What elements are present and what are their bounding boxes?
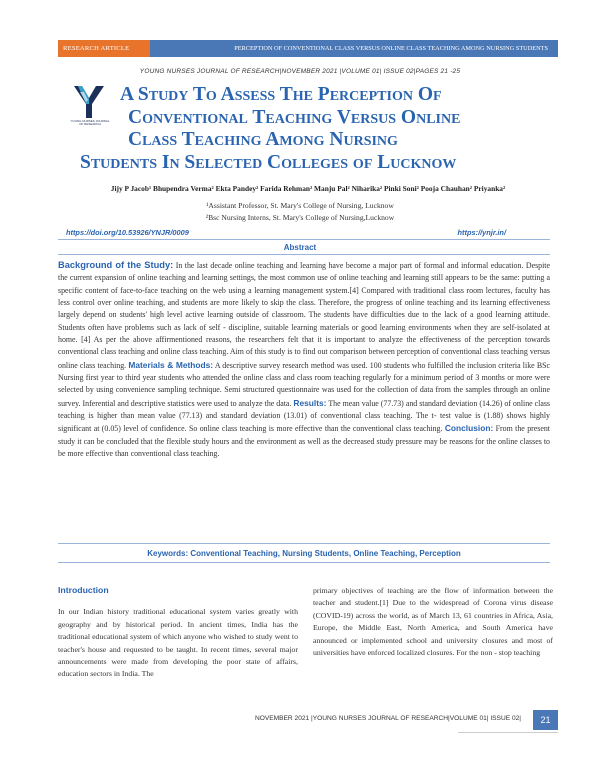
footer-rule bbox=[458, 732, 558, 733]
abstract-heading-rule bbox=[58, 254, 550, 255]
background-text: In the last decade online teaching and learning have become a major part of formal and informal education. Despite the current expansion of online teaching and learning settings, the most common use of online teaching and learning still appears to be the same: putting a specific content of face-to-face teaching on the web using a learning management system.[4] Compared with traditional class room lectures, faculty has less control over online teaching, and students are more likely to skip the class. Therefore, the progress of online teaching and its learning effectiveness largely depend on students' high level active learning outside of classroom. The students have difficulties due to the lack of a good learning attitude. Students often have problems such as lack of self - discipline, suitable learning materials or good learning environments when they are self-isolated at home. [4] As per the above affirmentioned reasons, the researchers felt that it is important to analyze the effectiveness of the perception towards conventional class teaching and online class teaching. Aim of this study is to find out comparison between perception of conventional class teaching versus online class teaching. bbox=[58, 261, 550, 370]
conclusion-label: Conclusion: bbox=[444, 423, 494, 434]
intro-column-right bbox=[313, 585, 553, 659]
intro-left-text: In our Indian history traditional educational system varies greatly with geography and by historical period. In ancient times, India has the traditional educational system of which anyone who wished to study went to teacher's house and requested to be taught. In recent times, several major announcements were made from developing the poor state of affairs, education sectors in India. The bbox=[58, 607, 298, 679]
results-text: The mean value (77.73) and standard deviation (14.26) of online class teaching is higher than mean value (77.13) and standard deviation (13.01) of conventional class teaching. The t- test value is (1.88) shows highly significant at (0.05) level of confidence. So online class teaching is more effective than the conventional class teaching. bbox=[58, 398, 550, 434]
keywords: Keywords: Conventional Teaching, Nursing Students, Online Teaching, Perception bbox=[58, 543, 550, 563]
title-line-1: A Study To Assess The Perception Of bbox=[120, 84, 442, 105]
methods-text: A descriptive survey research method was used. 100 students who fulfilled the inclusion criteria like BSc Nursing first year to third year students who attended the online class and class room teaching regularly for a minimum period of 3 months or more were selected by using convenience sampling technique. Semi structured questionnaire was used for the collection of data from the samples through an online survey. Inferential and descriptive statistics were used to analyze the data. bbox=[58, 360, 550, 408]
intro-right-text: primary objectives of teaching are the flow of information between the teacher and student.[1] Due to the widespread of Corona virus disease (COVID-19) across the world, as of March 13, 61 countries in Africa, Asia, Europe, the Middle East, North America, and South America have announced or implemented school and university closures and most of universities have enforced localized closures. For the non - stop teaching bbox=[313, 586, 553, 658]
author-list: Jijy P Jacob¹ Bhupendra Verma² Ekta Pandey² Farida Rehman² Manju Pal² Niharika² Pinki Soni² Pooja Chauhan² Priyanka² bbox=[110, 184, 506, 193]
affiliation-2: ²Bsc Nursing Interns, St. Mary's College of Nursing,Lucknow bbox=[205, 213, 395, 222]
intro-heading: Introduction bbox=[58, 585, 109, 595]
title-line-2: Conventional Teaching Versus Online bbox=[128, 106, 461, 128]
running-title: PERCEPTION OF CONVENTIONAL CLASS VERSUS ONLINE CLASS TEACHING AMONG NURSING STUDENTS bbox=[150, 40, 558, 57]
background-label: Background of the Study: bbox=[58, 260, 174, 270]
footer-text: NOVEMBER 2021 |YOUNG NURSES JOURNAL OF RESEARCH|VOLUME 01| ISSUE 02| bbox=[254, 715, 521, 722]
article-title bbox=[80, 84, 550, 174]
results-label: Results: bbox=[293, 397, 327, 408]
logo-caption: YOUNG NURSES JOURNAL OF RESEARCH bbox=[70, 119, 110, 127]
title-line-4: Students In Selected Colleges of Lucknow bbox=[80, 151, 457, 173]
page-footer bbox=[58, 710, 558, 730]
intro-column-left bbox=[58, 585, 298, 681]
methods-label: Materials & Methods: bbox=[128, 359, 214, 370]
section-label: RESEARCH ARTICLE bbox=[58, 40, 150, 57]
doi-link[interactable]: https://doi.org/10.53926/YNJR/0009 bbox=[66, 228, 189, 237]
page-number: 21 bbox=[533, 710, 558, 730]
title-line-3: Class Teaching Among Nursing bbox=[128, 129, 398, 150]
journal-line: YOUNG NURSES JOURNAL OF RESEARCH|NOVEMBER 2021 |VOLUME 01| ISSUE 02|PAGES 21 -25 bbox=[139, 68, 461, 75]
abstract-heading: Abstract bbox=[283, 243, 317, 252]
journal-site-link[interactable]: https://ynjr.in/ bbox=[457, 228, 506, 237]
conclusion-text: From the present study it can be concluded that the flexible study hours and the environment as well as the decreased study pressure may be reasons for the online classes to be more effective than conventional class teaching. bbox=[58, 424, 550, 459]
article-links bbox=[66, 228, 506, 237]
affiliation-1: ¹Assistant Professor, St. Mary's College of Nursing, Lucknow bbox=[206, 201, 394, 210]
abstract-body bbox=[58, 259, 550, 461]
abstract-top-rule bbox=[58, 239, 550, 240]
header-bar bbox=[58, 40, 558, 57]
